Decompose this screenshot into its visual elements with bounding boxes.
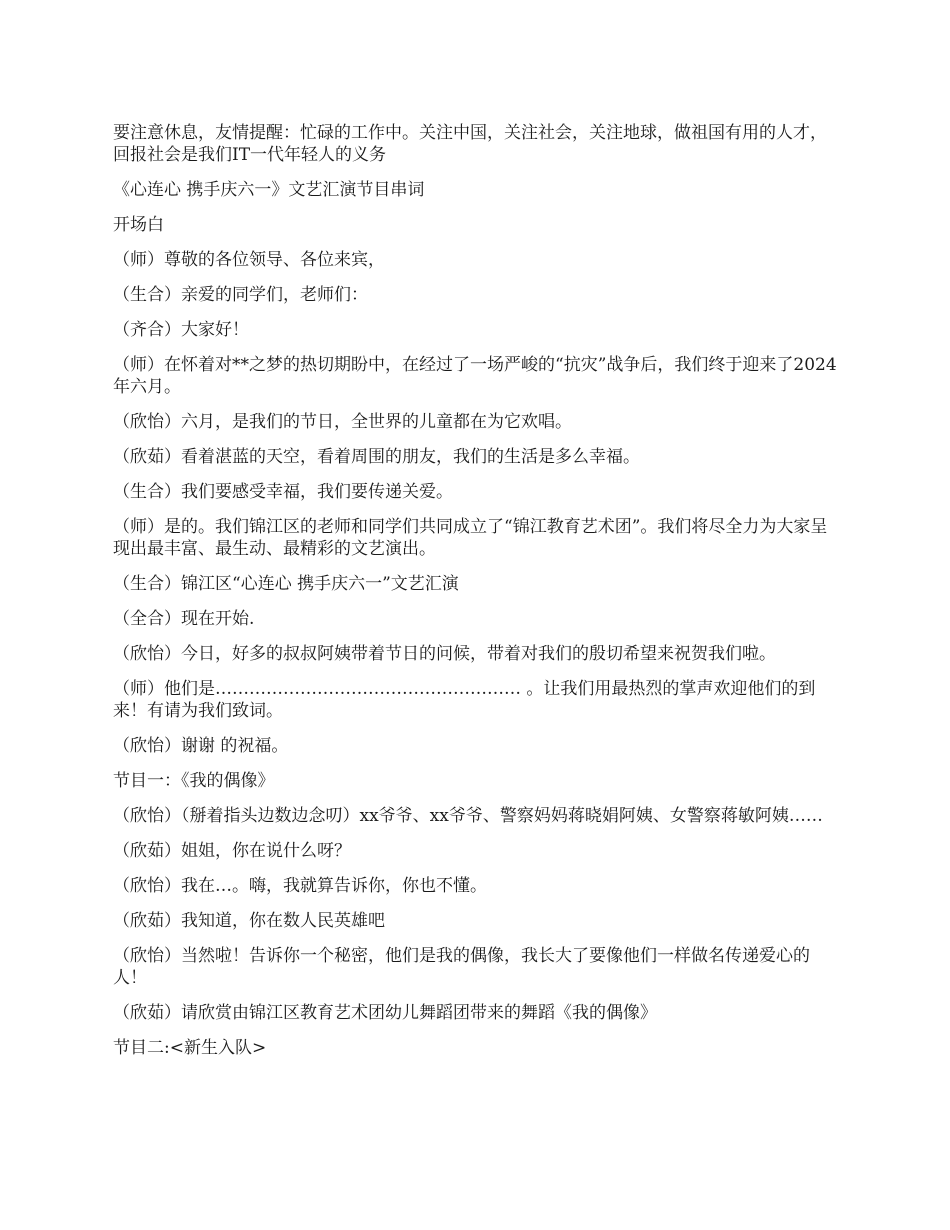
section-heading-program-2: 节目二:<新生入队> (113, 1038, 267, 1058)
intro-paragraph: 要注意休息，友情提醒：忙碌的工作中。关注中国，关注社会，关注地球，做祖国有用的人才，回报社会是我们IT一代年轻人的义务 (113, 123, 827, 165)
script-line: （欣怡）我在…。嗨，我就算告诉你，你也不懂。 (113, 876, 487, 896)
script-line: （师）是的。我们锦江区的老师和同学们共同成立了“锦江教育艺术团”。我们将尽全力为大家呈现出最丰富、最生动、最精彩的文艺演出。 (113, 517, 828, 559)
script-line: （欣怡）今日，好多的叔叔阿姨带着节日的问候，带着对我们的殷切希望来祝贺我们啦。 (113, 644, 776, 664)
script-line: （生合）我们要感受幸福，我们要传递关爱。 (113, 482, 453, 502)
script-line: （生合）亲爱的同学们，老师们： (113, 285, 368, 305)
script-line: （生合）锦江区“心连心 携手庆六一”文艺汇演 (113, 574, 459, 594)
script-line: （师）在怀着对**之梦的热切期盼中，在经过了一场严峻的“抗灾”战争后，我们终于迎来了2024年六月。 (113, 355, 837, 397)
script-line: （师）他们是……………………………………………… 。让我们用最热烈的掌声欢迎他们的到来！有请为我们致词。 (113, 679, 816, 721)
section-heading-program-1: 节目一：《我的偶像》 (113, 771, 275, 791)
script-line: （欣茹）看着湛蓝的天空，看着周围的朋友，我们的生活是多么幸福。 (113, 447, 640, 467)
script-line: （全合）现在开始. (113, 609, 255, 629)
script-line: （齐合）大家好！ (113, 320, 249, 340)
script-line: （师）尊敬的各位领导、各位来宾， (113, 250, 385, 270)
script-line: （欣怡）六月，是我们的节日，全世界的儿童都在为它欢唱。 (113, 412, 572, 432)
script-line: （欣茹）请欣赏由锦江区教育艺术团幼儿舞蹈团带来的舞蹈《我的偶像》 (113, 1003, 657, 1023)
script-line: （欣茹）我知道，你在数人民英雄吧 (113, 911, 385, 931)
document-body (113, 122, 843, 1072)
document-title: 《心连心 携手庆六一》文艺汇演节目串词 (113, 180, 425, 200)
script-line: （欣怡）（掰着指头边数边念叨）xx爷爷、xx爷爷、警察妈妈蒋晓娟阿姨、女警察蒋敏阿姨…… (113, 806, 823, 826)
script-line: （欣怡）谢谢 的祝福。 (113, 736, 289, 756)
script-line: （欣怡）当然啦！告诉你一个秘密，他们是我的偶像，我长大了要像他们一样做名传递爱心的人！ (113, 946, 810, 988)
section-heading-opening: 开场白 (113, 215, 164, 235)
script-line: （欣茹）姐姐，你在说什么呀？ (113, 841, 351, 861)
